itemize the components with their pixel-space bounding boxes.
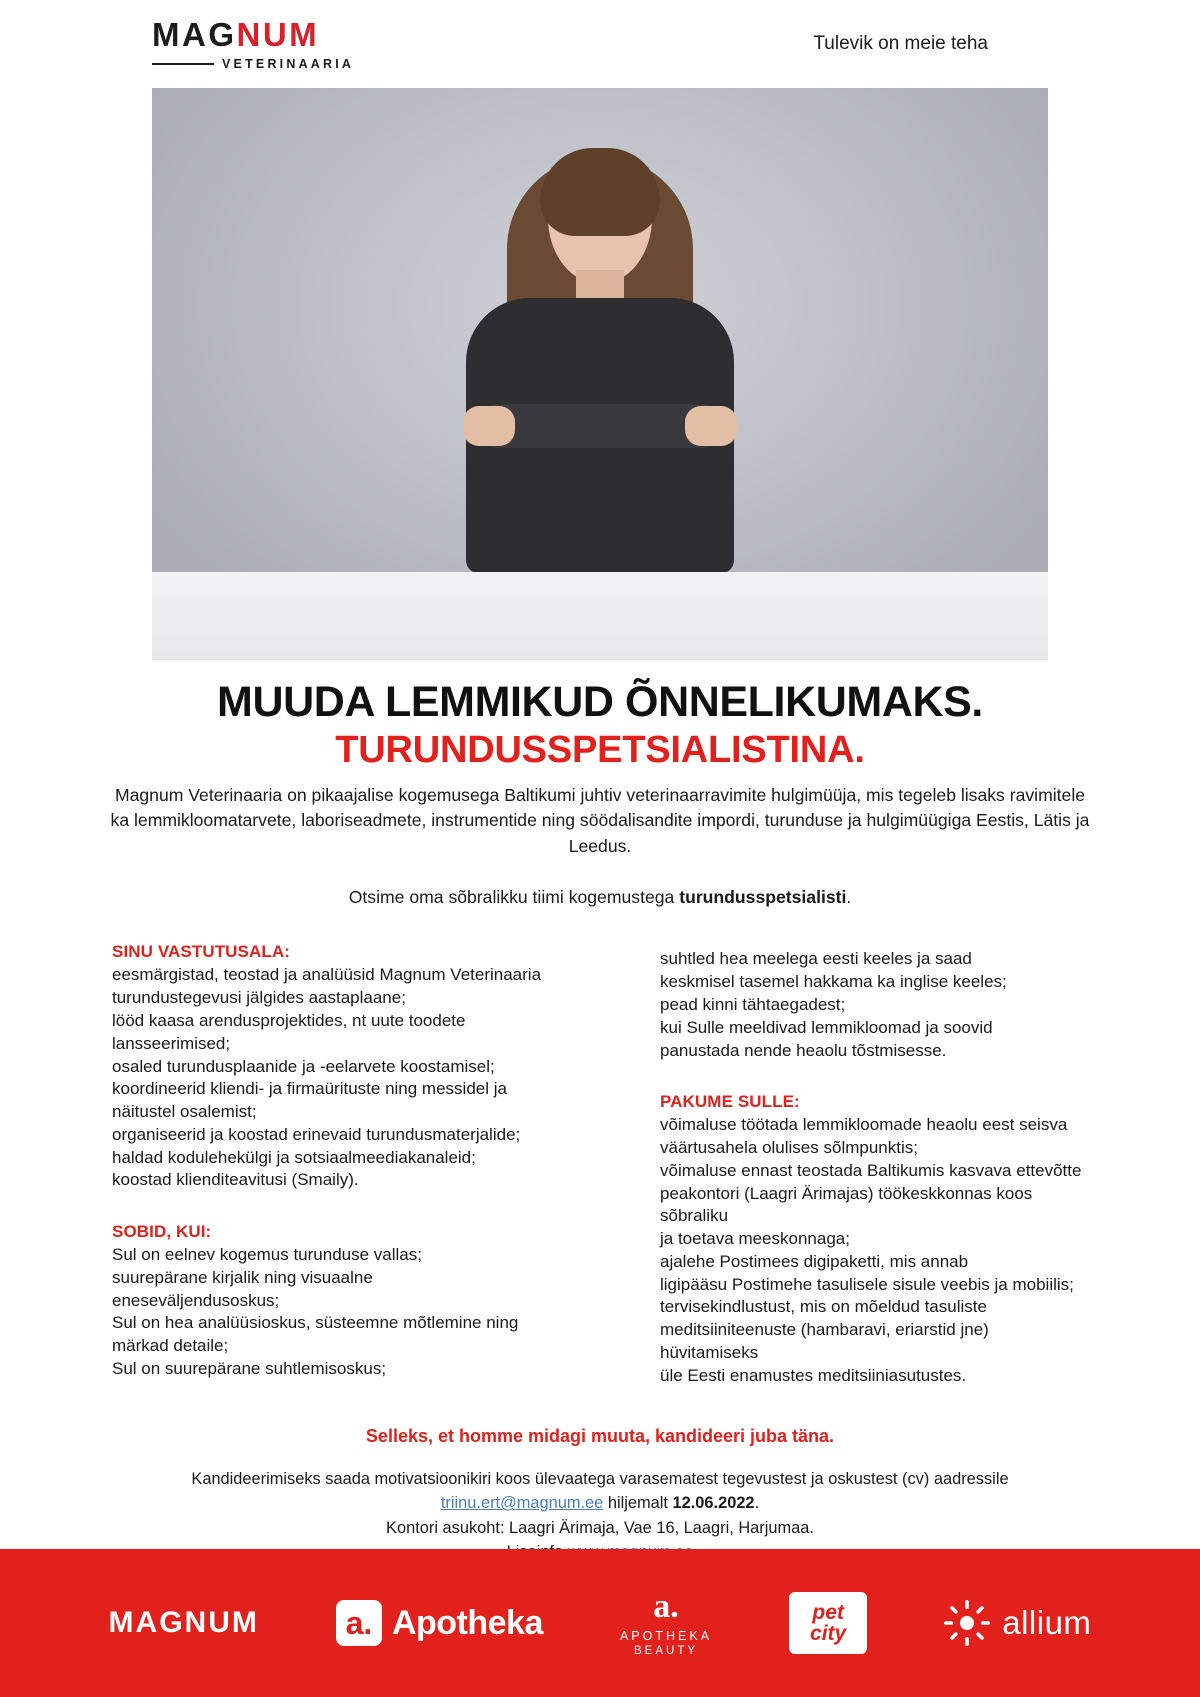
- fit-list: [112, 1244, 542, 1381]
- headline-block: [0, 660, 1200, 773]
- magnum-logo: [152, 15, 355, 71]
- partner-apotheka-logo: [336, 1600, 543, 1646]
- list-item: võimaluse töötada lemmikloomade heaolu eest seisva: [660, 1115, 1068, 1135]
- seek-suffix: .: [846, 887, 852, 908]
- office-address: Kontori asukoht: Laagri Ärimaja, Vae 16, Laagri, Harjumaa.: [386, 1518, 814, 1537]
- partner-apotheka-beauty-logo: [619, 1587, 713, 1657]
- logo-divider-line: [152, 63, 214, 65]
- list-item: panustada nende heaolu tõstmisesse.: [660, 1040, 947, 1060]
- headline-secondary: TURUNDUSSPETSIALISTINA.: [335, 729, 865, 772]
- right-column: [660, 942, 1090, 1387]
- headline-primary: MUUDA LEMMIKUD ÕNNELIKUMAKS.: [217, 678, 983, 726]
- list-item: turundustegevusi jälgides aastaplaane;: [112, 988, 406, 1008]
- poster-header: [0, 0, 1200, 88]
- partner-allium-logo: [944, 1600, 1091, 1646]
- petcity-line-2: city: [810, 1622, 847, 1645]
- list-item: Sul on eelnev kogemus turunduse vallas;: [112, 1245, 422, 1265]
- company-intro-paragraph: Magnum Veterinaaria on pikaajalise kogemusega Baltikumi juhtiv veterinaarravimite hulgimüüja, mis tegeleb lisaks ravimitele ka lemmikloomatarvete, laboriseadmete, instrumentide ning söödalisandite impordi, turunduse ja hulgimüügiga Eestis, Lätis ja Leedus.: [110, 784, 1090, 856]
- list-item: ligipääsu Postimehe tasulisele sisule veebis ja mobiilis;: [660, 1274, 1074, 1294]
- apotheka-wordmark: Apotheka: [391, 1603, 543, 1642]
- list-item: pead kinni tähtaegadest;: [660, 995, 846, 1015]
- list-item: märkad detaile;: [112, 1336, 229, 1356]
- partner-logo-bar: [0, 1549, 1200, 1697]
- application-instructions: Kandideerimiseks saada motivatsioonikiri koos ülevaatega varasematest tegevustest ja oskustest (cv) aadressile: [191, 1469, 1009, 1488]
- allium-wordmark: allium: [1002, 1604, 1092, 1641]
- list-item: peakontori (Laagri Ärimajas) töökeskkonnas koos sõbraliku: [660, 1183, 1033, 1226]
- list-item: kui Sulle meeldivad lemmikloomad ja soovid: [660, 1017, 993, 1037]
- logo-text-mag: MAG: [152, 15, 237, 53]
- list-item: näitustel osalemist;: [112, 1102, 257, 1122]
- left-column: [112, 942, 542, 1387]
- responsibilities-list: [112, 964, 542, 1192]
- fit-continued-list: [660, 948, 1090, 1062]
- list-item: Sul on hea analüüsioskus, süsteemne mõtlemine ning: [112, 1313, 519, 1333]
- right-hand-shape: [685, 406, 737, 446]
- list-item: keskmisel tasemel hakkama ka inglise keeles;: [660, 972, 1007, 992]
- partner-magnum-logo: MAGNUM: [108, 1606, 259, 1639]
- seek-prefix: Otsime oma sõbralikku tiimi kogemustega: [348, 887, 680, 908]
- list-item: suhtled hea meelega eesti keeles ja saad: [660, 949, 972, 969]
- allium-sunburst-icon: [944, 1600, 990, 1646]
- section-title-offer: PAKUME SULLE:: [660, 1092, 800, 1112]
- list-item: lansseerimised;: [112, 1033, 231, 1053]
- contact-block: [0, 1447, 1200, 1565]
- list-item: koostad klienditeavitusi (Smaily).: [112, 1170, 359, 1190]
- offer-list: [660, 1114, 1090, 1387]
- partner-petcity-logo: [789, 1592, 867, 1654]
- apotheka-beauty-mark-icon: a.: [653, 1587, 679, 1625]
- list-item: haldad kodulehekülgi ja sotsiaalmeediakanaleid;: [112, 1147, 476, 1167]
- list-item: tervisekindlustust, mis on mõeldud tasuliste: [660, 1297, 987, 1317]
- list-item: osaled turundusplaanide ja -eelarvete koostamisel;: [112, 1056, 495, 1076]
- desk-surface: [152, 572, 1048, 660]
- email-deadline-line: [120, 1491, 1080, 1516]
- logo-subtitle: VETERINAARIA: [222, 56, 355, 71]
- details-columns: [0, 908, 1200, 1387]
- apotheka-beauty-name: APOTHEKA: [619, 1628, 713, 1643]
- logo-subtitle-row: [152, 58, 354, 71]
- apotheka-beauty-sub: BEAUTY: [634, 1644, 699, 1657]
- list-item: Sul on suurepärane suhtlemisoskus;: [112, 1358, 387, 1378]
- list-item: ajalehe Postimees digipaketti, mis annab: [660, 1251, 969, 1271]
- hero-photo: [152, 88, 1048, 660]
- list-item: koordineerid kliendi- ja firmaürituste ning messidel ja: [112, 1079, 507, 1099]
- deadline-suffix: .: [754, 1494, 760, 1513]
- list-item: suurepärane kirjalik ning visuaalne eneseväljendusoskus;: [112, 1267, 373, 1310]
- hair-top-shape: [540, 148, 660, 236]
- person-illustration: [435, 152, 765, 572]
- list-item: eesmärgistad, teostad ja analüüsid Magnum Veterinaaria: [112, 965, 542, 985]
- list-item: organiseerid ja koostad erinevaid turundusmaterjalide;: [112, 1124, 521, 1144]
- section-title-fit: SOBID, KUI:: [112, 1222, 212, 1242]
- email-link[interactable]: triinu.ert@magnum.ee: [440, 1494, 604, 1513]
- deadline-prefix: hiljemalt: [603, 1494, 673, 1513]
- list-item: meditsiiniteenuste (hambaravi, eriarstid jne) hüvitamiseks: [660, 1320, 989, 1362]
- list-item: üle Eesti enamustes meditsiiniasutustes.: [660, 1365, 967, 1385]
- left-hand-shape: [463, 406, 515, 446]
- section-title-responsibilities: SINU VASTUTUSALA:: [112, 942, 290, 962]
- position-seek-line: [0, 859, 1200, 908]
- list-item: ja toetava meeskonnaga;: [660, 1229, 850, 1249]
- apotheka-mark-icon: a.: [336, 1600, 382, 1646]
- logo-text-num: NUM: [236, 15, 320, 53]
- petcity-line-1: pet: [812, 1600, 844, 1624]
- seek-role: turundusspetsialisti: [679, 887, 847, 908]
- deadline-date: 12.06.2022: [672, 1494, 755, 1513]
- list-item: väärtusahela olulises sõlmpunktis;: [660, 1138, 918, 1158]
- list-item: lööd kaasa arendusprojektides, nt uute toodete: [112, 1011, 466, 1031]
- logo-wordmark: [152, 15, 320, 53]
- list-item: võimaluse ennast teostada Baltikumis kasvava ettevõtte: [660, 1160, 1082, 1180]
- call-to-action: Selleks, et homme midagi muuta, kandideeri juba täna.: [365, 1425, 835, 1446]
- brand-tagline: Tulevik on meie teha: [813, 33, 988, 54]
